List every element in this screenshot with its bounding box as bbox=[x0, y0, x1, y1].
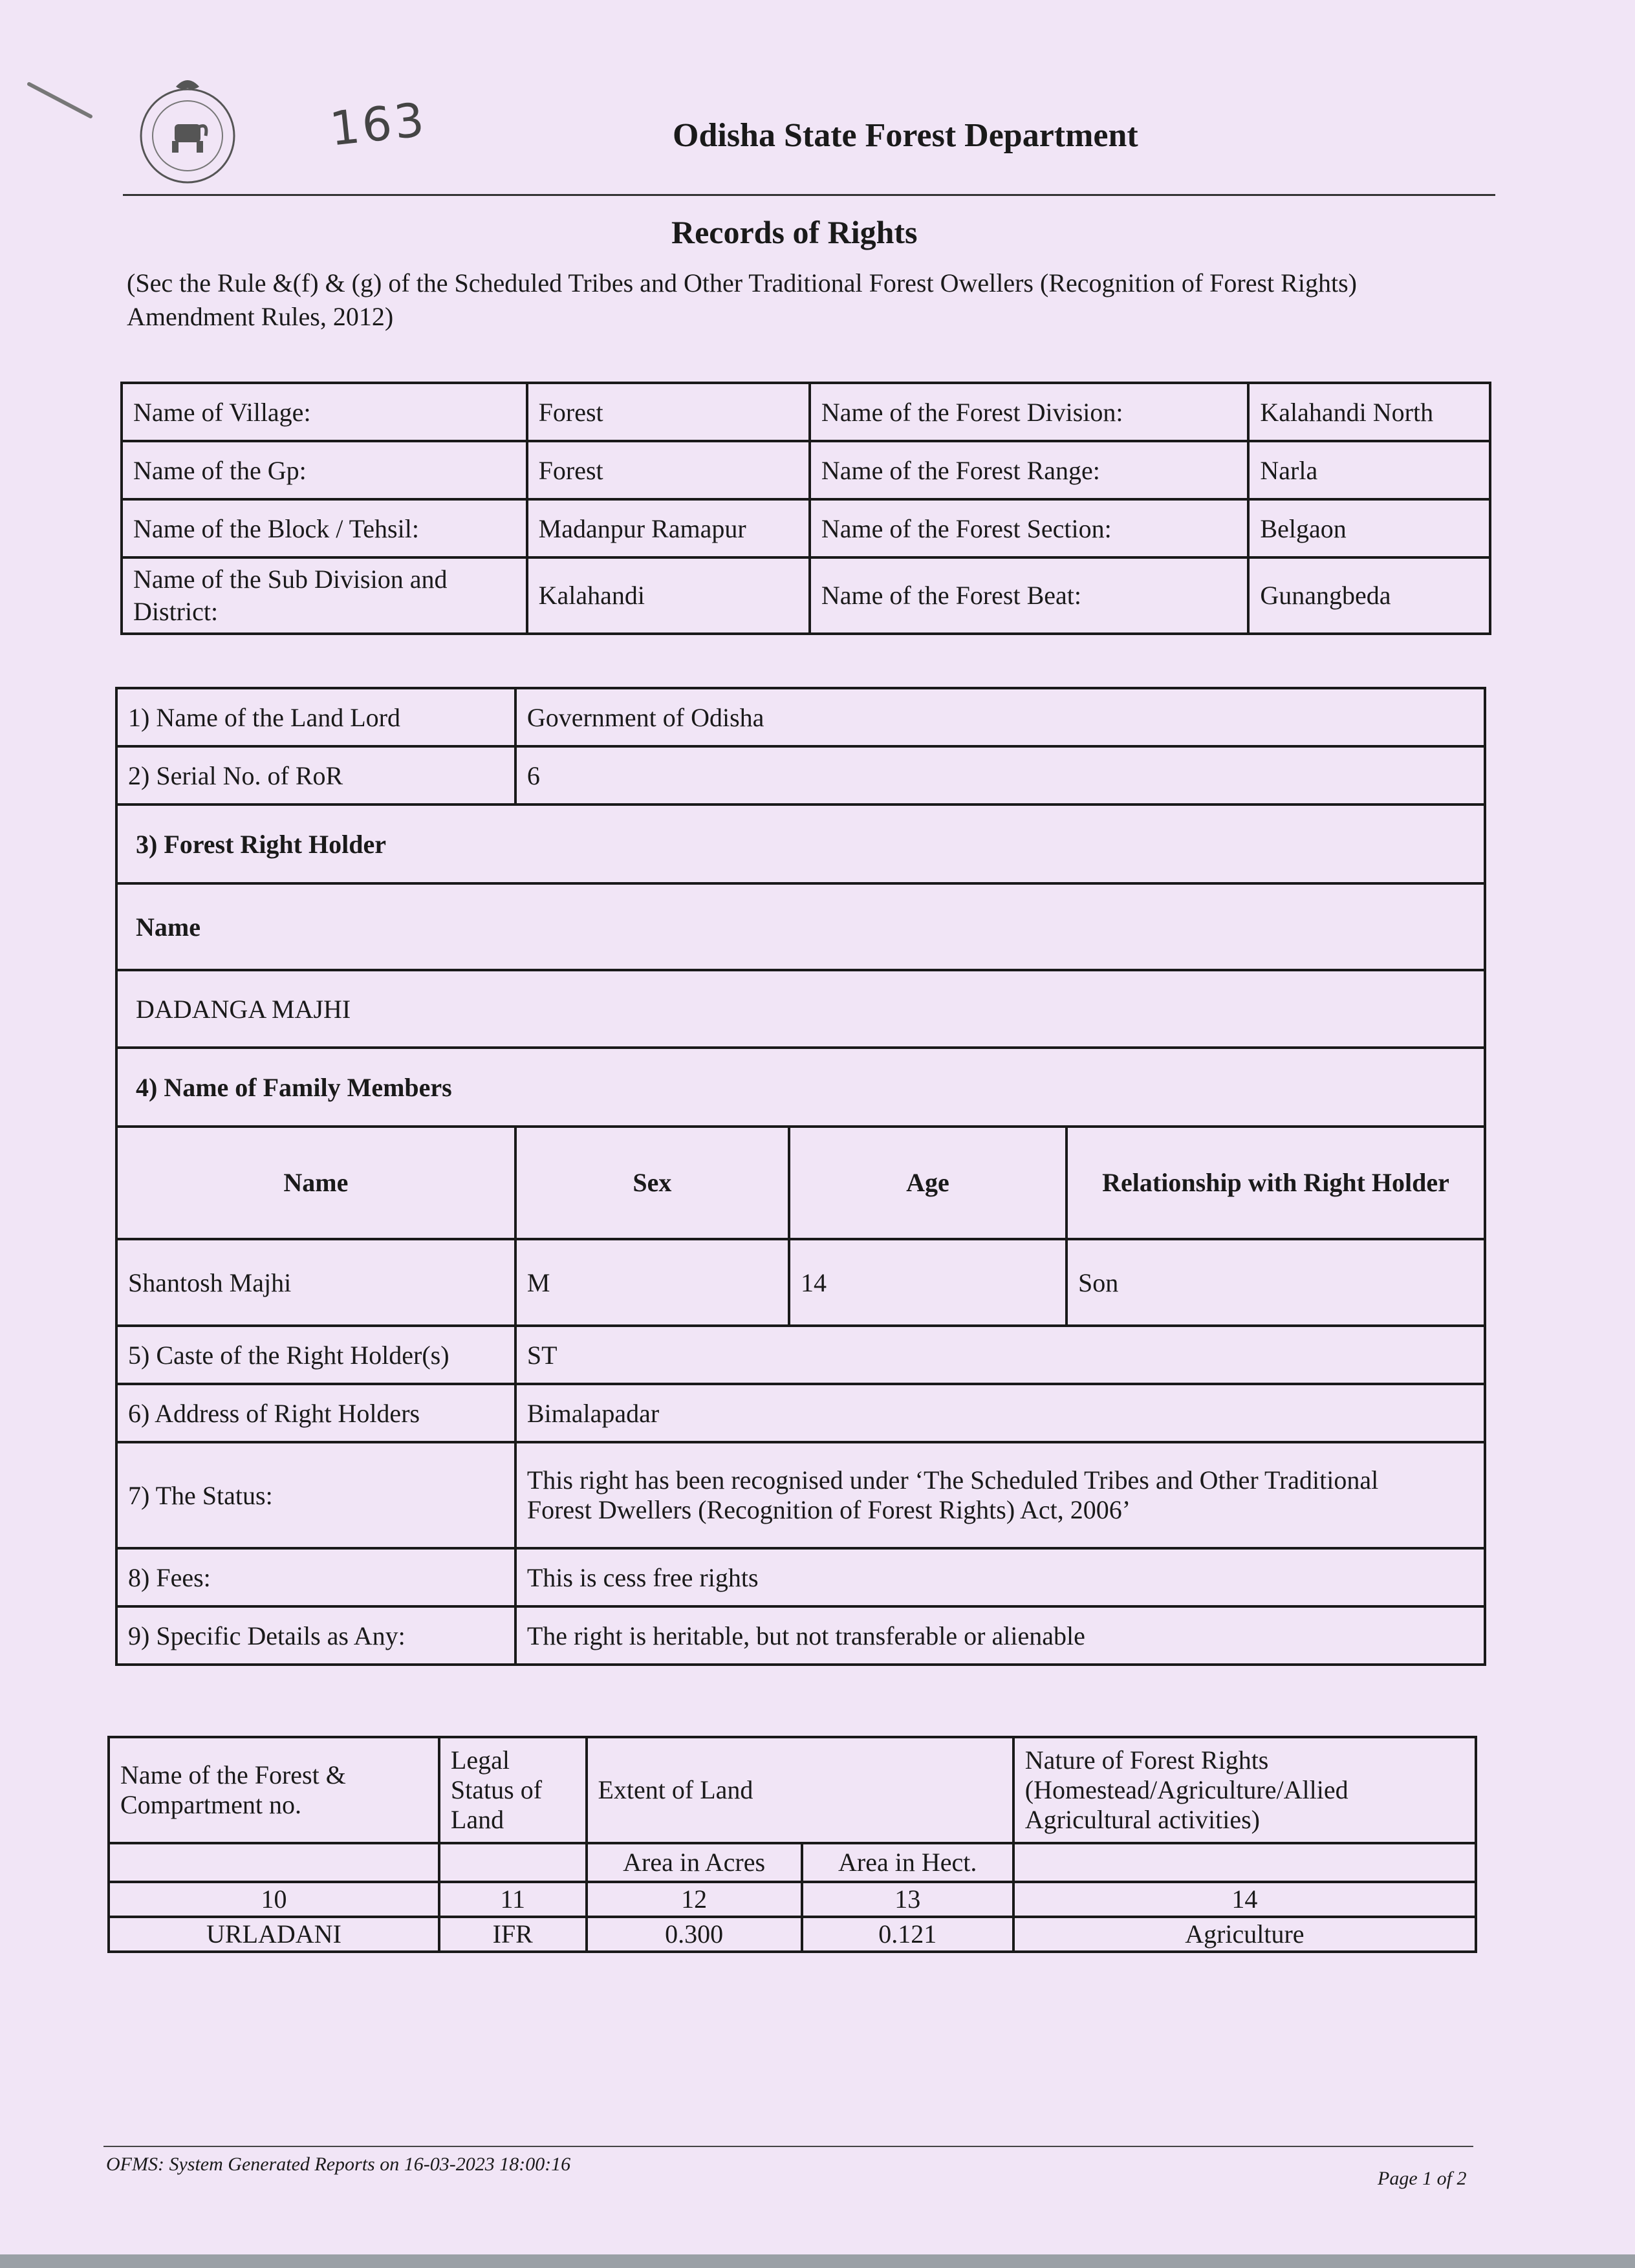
subdivision-label: Name of the Sub Division and District: bbox=[122, 557, 527, 634]
table-row bbox=[122, 499, 1490, 557]
forest-range-label: Name of the Forest Range: bbox=[810, 441, 1249, 499]
table-row bbox=[116, 1606, 1485, 1665]
rights-details-table bbox=[115, 687, 1486, 1666]
village-label: Name of Village: bbox=[122, 383, 527, 441]
land-row bbox=[109, 1917, 1476, 1952]
area-hect-value: 0.121 bbox=[802, 1917, 1013, 1952]
block-label: Name of the Block / Tehsil: bbox=[122, 499, 527, 557]
subdivision-value: Kalahandi bbox=[527, 557, 810, 634]
member-relationship: Son bbox=[1067, 1239, 1485, 1326]
address-value: Bimalapadar bbox=[515, 1384, 1485, 1442]
footer-divider bbox=[103, 2146, 1473, 2147]
land-lord-value: Government of Odisha bbox=[515, 688, 1485, 746]
col-area-acres: Area in Acres bbox=[587, 1843, 802, 1882]
family-col-name: Name bbox=[116, 1127, 515, 1239]
nature-value: Agriculture bbox=[1013, 1917, 1476, 1952]
forest-name-value: URLADANI bbox=[109, 1917, 439, 1952]
table-row bbox=[116, 805, 1485, 883]
specific-label: 9) Specific Details as Any: bbox=[116, 1606, 515, 1665]
address-label: 6) Address of Right Holders bbox=[116, 1384, 515, 1442]
col-number: 11 bbox=[439, 1882, 587, 1917]
department-title: Odisha State Forest Department bbox=[673, 117, 1138, 154]
blank-cell bbox=[439, 1843, 587, 1882]
block-value: Madanpur Ramapur bbox=[527, 499, 810, 557]
table-row bbox=[116, 883, 1485, 970]
col-number: 10 bbox=[109, 1882, 439, 1917]
right-holder-name: DADANGA MAJHI bbox=[116, 970, 1485, 1048]
table-row bbox=[116, 970, 1485, 1048]
gp-value: Forest bbox=[527, 441, 810, 499]
family-col-age: Age bbox=[789, 1127, 1067, 1239]
col-nature-of-rights: Nature of Forest Rights (Homestead/Agriculture/Allied Agricultural activities) bbox=[1013, 1737, 1476, 1843]
status-value bbox=[515, 1442, 1485, 1548]
village-value: Forest bbox=[527, 383, 810, 441]
pen-stroke-icon bbox=[26, 78, 97, 123]
forest-range-value: Narla bbox=[1248, 441, 1490, 499]
status-line-1: This right has been recognised under ‘The Scheduled Tribes and Other Traditional bbox=[526, 1465, 1379, 1495]
table-row bbox=[109, 1843, 1476, 1882]
family-col-relationship: Relationship with Right Holder bbox=[1067, 1127, 1485, 1239]
caste-value: ST bbox=[515, 1326, 1485, 1384]
forest-division-value: Kalahandi North bbox=[1248, 383, 1490, 441]
status-label: 7) The Status: bbox=[116, 1442, 515, 1548]
table-row bbox=[109, 1882, 1476, 1917]
col-number: 14 bbox=[1013, 1882, 1476, 1917]
caste-label: 5) Caste of the Right Holder(s) bbox=[116, 1326, 515, 1384]
page-number: Page 1 of 2 bbox=[1378, 2168, 1467, 2189]
table-row bbox=[116, 1384, 1485, 1442]
member-age: 14 bbox=[789, 1239, 1067, 1326]
table-row bbox=[116, 1127, 1485, 1239]
table-row bbox=[122, 383, 1490, 441]
table-row bbox=[116, 688, 1485, 746]
name-heading: Name bbox=[116, 883, 1485, 970]
table-row bbox=[116, 1442, 1485, 1548]
family-col-sex: Sex bbox=[515, 1127, 789, 1239]
member-sex: M bbox=[515, 1239, 789, 1326]
col-number: 13 bbox=[802, 1882, 1013, 1917]
forest-section-label: Name of the Forest Section: bbox=[810, 499, 1249, 557]
status-line-2: Forest Dwellers (Recognition of Forest Rights) Act, 2006’ bbox=[526, 1495, 1131, 1524]
odisha-emblem-icon bbox=[136, 71, 239, 188]
table-row bbox=[116, 1048, 1485, 1127]
col-forest-compartment: Name of the Forest & Compartment no. bbox=[109, 1737, 439, 1843]
family-heading: 4) Name of Family Members bbox=[116, 1048, 1485, 1127]
fees-value: This is cess free rights bbox=[515, 1548, 1485, 1606]
serial-value: 6 bbox=[515, 746, 1485, 805]
col-legal-status: Legal Status of Land bbox=[439, 1737, 587, 1843]
header-divider bbox=[123, 194, 1495, 196]
family-member-row bbox=[116, 1239, 1485, 1326]
member-name: Shantosh Majhi bbox=[116, 1239, 515, 1326]
table-row bbox=[122, 441, 1490, 499]
right-holder-heading: 3) Forest Right Holder bbox=[116, 805, 1485, 883]
forest-section-value: Belgaon bbox=[1248, 499, 1490, 557]
gp-label: Name of the Gp: bbox=[122, 441, 527, 499]
scan-edge bbox=[0, 2254, 1635, 2268]
blank-cell bbox=[1013, 1843, 1476, 1882]
col-number: 12 bbox=[587, 1882, 802, 1917]
rule-reference: (Sec the Rule &(f) & (g) of the Scheduled Tribes and Other Traditional Forest Owellers (Recognition of Forest Rights) Amendment Rules, 2012) bbox=[127, 268, 1357, 331]
blank-cell bbox=[109, 1843, 439, 1882]
col-extent-of-land: Extent of Land bbox=[587, 1737, 1013, 1843]
generated-timestamp: OFMS: System Generated Reports on 16-03-2023 18:00:16 bbox=[106, 2154, 571, 2175]
legal-status-value: IFR bbox=[439, 1917, 587, 1952]
fees-label: 8) Fees: bbox=[116, 1548, 515, 1606]
area-acres-value: 0.300 bbox=[587, 1917, 802, 1952]
location-table bbox=[120, 382, 1491, 635]
table-row bbox=[116, 746, 1485, 805]
land-lord-label: 1) Name of the Land Lord bbox=[116, 688, 515, 746]
forest-beat-value: Gunangbeda bbox=[1248, 557, 1490, 634]
specific-value: The right is heritable, but not transferable or alienable bbox=[515, 1606, 1485, 1665]
table-row bbox=[122, 557, 1490, 634]
handwritten-note: 163 bbox=[327, 92, 429, 157]
page-title: Records of Rights bbox=[671, 214, 918, 250]
serial-label: 2) Serial No. of RoR bbox=[116, 746, 515, 805]
forest-division-label: Name of the Forest Division: bbox=[810, 383, 1249, 441]
table-row bbox=[109, 1737, 1476, 1843]
land-table bbox=[107, 1736, 1477, 1953]
table-row bbox=[116, 1326, 1485, 1384]
col-area-hect: Area in Hect. bbox=[802, 1843, 1013, 1882]
forest-beat-label: Name of the Forest Beat: bbox=[810, 557, 1249, 634]
table-row bbox=[116, 1548, 1485, 1606]
